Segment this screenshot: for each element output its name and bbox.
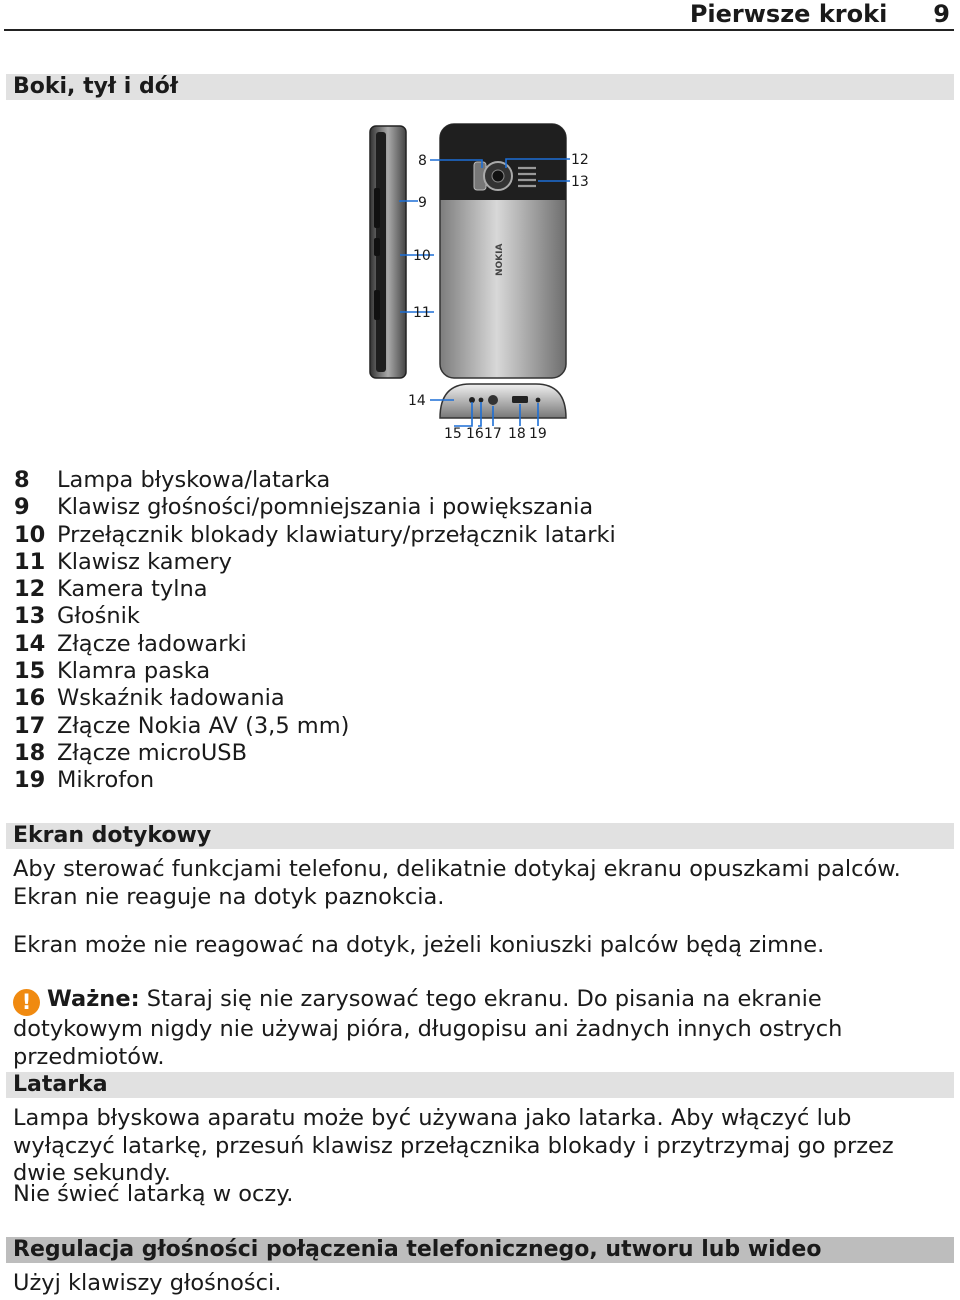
page-number: 9 bbox=[933, 0, 950, 28]
legend-number: 8 bbox=[14, 467, 30, 493]
legend-item bbox=[14, 713, 616, 740]
section-heading-sides: Boki, tył i dół bbox=[6, 74, 954, 100]
parts-legend bbox=[14, 467, 616, 795]
page-header bbox=[4, 0, 954, 31]
legend-label: Wskaźnik ładowania bbox=[57, 685, 285, 712]
legend-number: 19 bbox=[14, 767, 46, 794]
callout-19: 19 bbox=[529, 426, 547, 442]
callout-18: 18 bbox=[508, 426, 526, 442]
legend-number: 13 bbox=[14, 603, 46, 630]
note-text: Staraj się nie zarysować tego ekranu. Do pisania na ekranie dotykowym nigdy nie używaj pióra, długopisu ani żadnych innych ostrych przedmiotów. bbox=[13, 986, 843, 1070]
phone-bottom-view bbox=[440, 384, 566, 418]
legend-number: 17 bbox=[14, 712, 46, 739]
chapter-title: Pierwsze kroki bbox=[689, 0, 888, 28]
legend-item bbox=[14, 658, 616, 685]
legend-label: Głośnik bbox=[57, 603, 140, 630]
volume-paragraph: Użyj klawiszy głośności. bbox=[13, 1270, 282, 1296]
phone-diagram bbox=[360, 118, 600, 448]
section-heading-torch: Latarka bbox=[6, 1072, 954, 1098]
legend-label: Klawisz głośności/pomniejszania i powiększania bbox=[57, 494, 594, 521]
legend-item bbox=[14, 576, 616, 603]
legend-item bbox=[14, 522, 616, 549]
legend-number: 9 bbox=[14, 494, 30, 521]
legend-label: Kamera tylna bbox=[57, 576, 208, 603]
legend-number: 11 bbox=[14, 548, 46, 575]
callout-13: 13 bbox=[571, 174, 589, 190]
touch-paragraph-2: Ekran może nie reagować na dotyk, jeżeli koniuszki palców będą zimne. bbox=[13, 932, 825, 958]
callout-16: 16 bbox=[466, 426, 484, 442]
legend-item bbox=[14, 740, 616, 767]
torch-paragraph-1: Lampa błyskowa aparatu może być używana jako latarka. Aby włączyć lub wyłączyć latarkę, przesuń klawisz przełącznika blokady i przytrzymaj go przez dwie sekundy. bbox=[13, 1105, 894, 1186]
legend-item bbox=[14, 603, 616, 630]
callout-10: 10 bbox=[413, 248, 431, 264]
torch-paragraph-2: Nie świeć latarką w oczy. bbox=[13, 1181, 294, 1207]
legend-number: 18 bbox=[14, 739, 46, 766]
legend-item bbox=[14, 467, 616, 494]
legend-item bbox=[14, 767, 616, 794]
legend-label: Lampa błyskowa/latarka bbox=[57, 467, 331, 493]
legend-label: Złącze Nokia AV (3,5 mm) bbox=[57, 712, 350, 739]
legend-item bbox=[14, 549, 616, 576]
callout-15: 15 bbox=[444, 426, 462, 442]
legend-number: 10 bbox=[14, 521, 46, 548]
note-label: Ważne: bbox=[47, 986, 140, 1012]
legend-label: Złącze ładowarki bbox=[57, 630, 247, 657]
callout-17: 17 bbox=[484, 426, 502, 442]
legend-item bbox=[14, 631, 616, 658]
nokia-logo: NOKIA bbox=[495, 243, 505, 276]
legend-label: Przełącznik blokady klawiatury/przełącznik latarki bbox=[57, 521, 616, 548]
touch-paragraph-1: Aby sterować funkcjami telefonu, delikatnie dotykaj ekranu opuszkami palców. Ekran nie reaguje na dotyk paznokcia. bbox=[13, 856, 901, 910]
legend-item bbox=[14, 494, 616, 521]
legend-label: Klamra paska bbox=[57, 658, 211, 685]
phone-illustration bbox=[360, 118, 600, 448]
phone-side-view bbox=[370, 126, 406, 378]
section-heading-touch: Ekran dotykowy bbox=[6, 823, 954, 849]
legend-number: 16 bbox=[14, 685, 46, 712]
callout-12: 12 bbox=[571, 152, 589, 168]
warning-icon: ! bbox=[13, 989, 40, 1016]
legend-number: 15 bbox=[14, 658, 46, 685]
legend-number: 14 bbox=[14, 630, 46, 657]
callout-11: 11 bbox=[413, 305, 431, 321]
legend-item bbox=[14, 685, 616, 712]
legend-label: Mikrofon bbox=[57, 767, 155, 794]
section-heading-volume: Regulacja głośności połączenia telefonicznego, utworu lub wideo bbox=[6, 1237, 954, 1263]
legend-label: Złącze microUSB bbox=[57, 739, 248, 766]
callout-14: 14 bbox=[408, 393, 426, 409]
important-note bbox=[13, 986, 949, 1071]
phone-back-view bbox=[440, 124, 566, 378]
legend-label: Klawisz kamery bbox=[57, 548, 232, 575]
callout-8: 8 bbox=[418, 153, 427, 169]
legend-number: 12 bbox=[14, 576, 46, 603]
callout-9: 9 bbox=[418, 195, 427, 211]
